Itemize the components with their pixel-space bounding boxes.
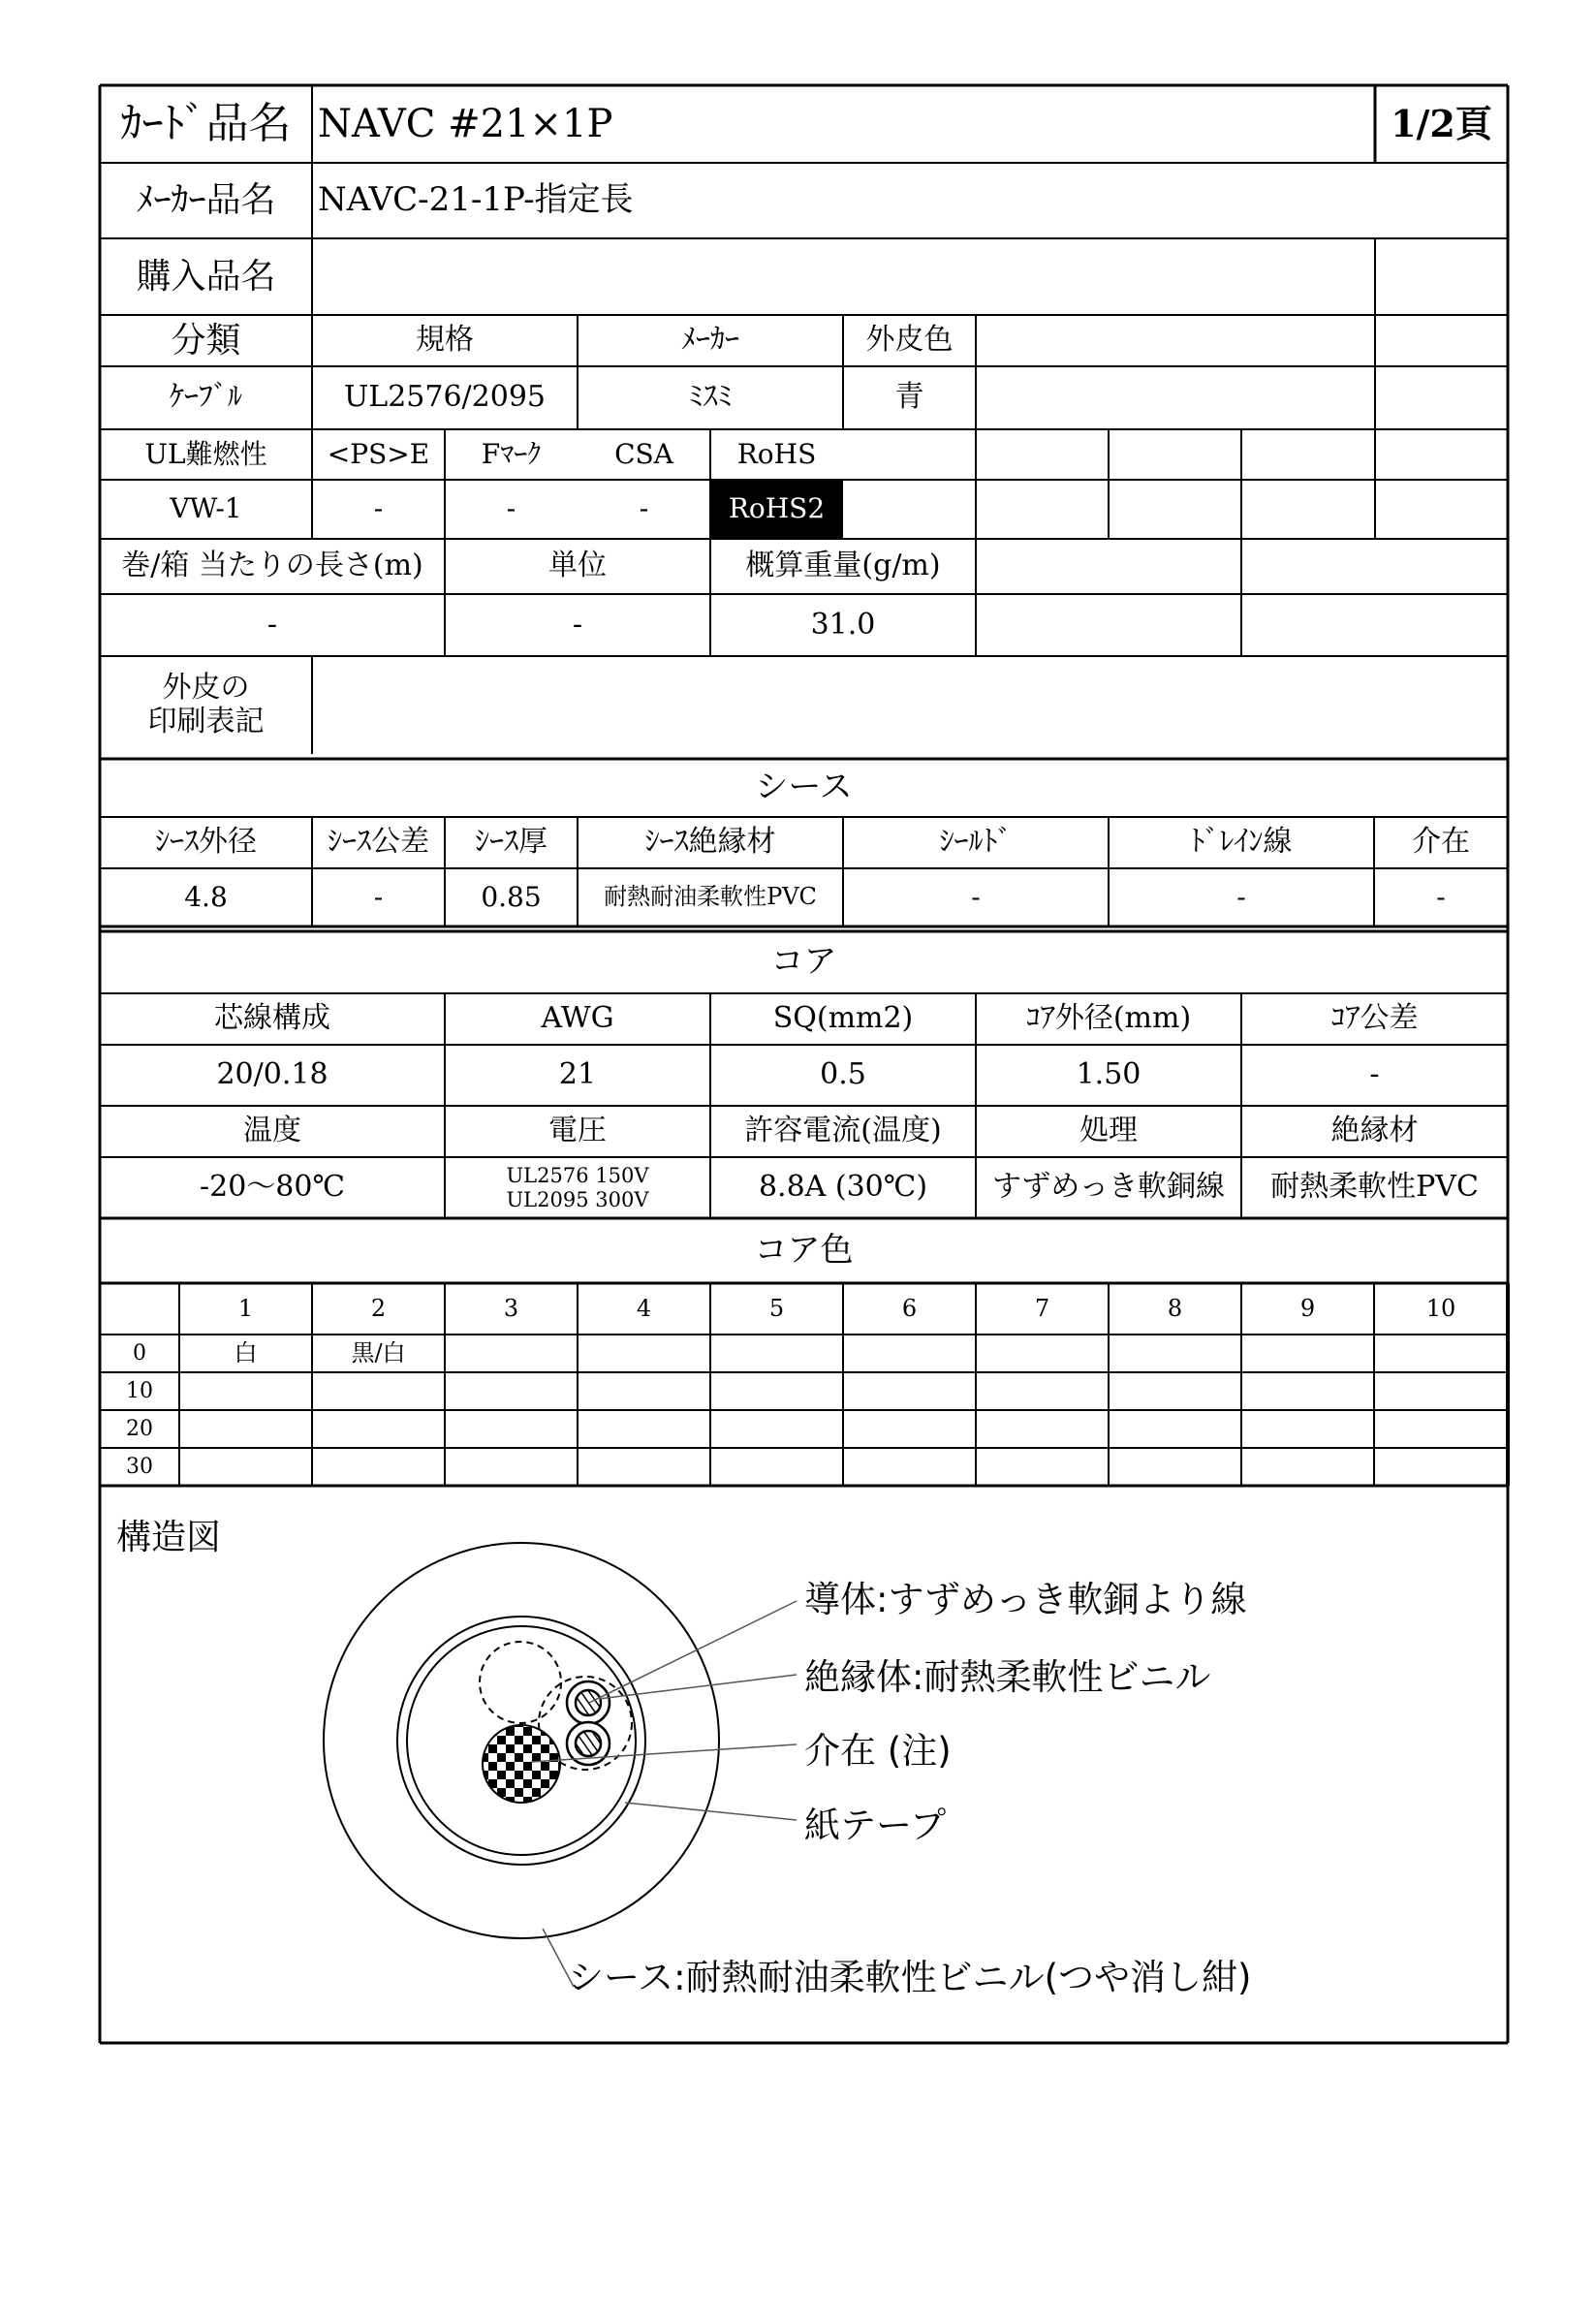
sheath-value: - [1436, 880, 1446, 913]
sheath-title: シース [755, 768, 853, 807]
packaging-header: 巻/箱 当たりの長さ(m) [121, 549, 423, 583]
print-label-line: 印刷表記 [147, 704, 265, 738]
core-color-column-header: 3 [503, 1294, 519, 1322]
core-title: コア [770, 942, 837, 982]
core-voltage-value-line: UL2576 150V [506, 1164, 649, 1188]
sheath-value: 4.8 [184, 880, 228, 913]
core-voltage-value-line: UL2095 300V [506, 1187, 649, 1211]
core-header-2: 許容電流(温度) [744, 1114, 942, 1148]
cert-header: Fﾏｰｸ [481, 437, 542, 470]
packaging-value: - [266, 607, 278, 642]
core-color-column-header: 9 [1299, 1294, 1316, 1322]
core-header: 芯線構成 [214, 1001, 330, 1036]
maker-part-label: ﾒｰｶｰ品名 [136, 180, 276, 221]
cert-value: VW-1 [170, 492, 242, 525]
cert-value: - [506, 492, 516, 525]
sheath-header: ｼｰｽ厚 [475, 825, 547, 860]
classification-value: ｹｰﾌﾞﾙ [170, 380, 242, 415]
core-header-2: 温度 [243, 1114, 301, 1148]
core-header-2: 電圧 [548, 1114, 607, 1148]
core-color-row-label: 10 [126, 1378, 153, 1403]
sheath-header: ｼｰｽ絶縁材 [644, 825, 776, 860]
core-value: 0.5 [820, 1057, 866, 1092]
cert-value: - [373, 492, 384, 525]
core-color-column-header: 2 [370, 1294, 387, 1322]
core-header: AWG [541, 1001, 614, 1036]
core-color-column-header: 4 [636, 1294, 652, 1322]
leader-paper-tape [625, 1803, 797, 1820]
card-name-value: NAVC #21×1P [318, 102, 613, 146]
label-insulation: 絶縁体:耐熱柔軟性ビニル [804, 1656, 1211, 1698]
core-value: 21 [558, 1057, 597, 1092]
label-paper-tape: 紙テープ [804, 1805, 947, 1846]
core-header: SQ(mm2) [772, 1001, 914, 1036]
cert-header: CSA [614, 437, 673, 470]
core-value-2: すずめっき軟銅線 [992, 1170, 1225, 1205]
classification-header: 分類 [171, 320, 241, 361]
core-color-row-label: 0 [133, 1340, 146, 1366]
core-color-cell: 白 [234, 1338, 258, 1366]
core-header-2: 処理 [1079, 1114, 1138, 1148]
cert-value: RoHS2 [710, 480, 843, 539]
purchase-name-label: 購入品名 [136, 256, 276, 297]
core-header-2: 絶縁材 [1330, 1114, 1419, 1148]
cert-header: <PS>E [327, 437, 430, 470]
sheath-header: ﾄﾞﾚｲﾝ線 [1190, 825, 1293, 860]
core-color-column-header: 1 [237, 1294, 254, 1322]
sheath-header: ｼｰｽ外径 [155, 825, 257, 860]
sheath-header: ｼｰｽ公差 [328, 825, 429, 860]
label-conductor: 導体:すずめっき軟銅より線 [804, 1579, 1247, 1620]
classification-value: 青 [894, 380, 924, 415]
filler-checkered [483, 1725, 560, 1803]
core-value: 20/0.18 [216, 1057, 328, 1092]
core-color-column-header: 5 [768, 1294, 785, 1322]
core-color-row-label: 30 [126, 1454, 153, 1479]
packaging-value: - [572, 607, 583, 642]
cert-header: UL難燃性 [144, 437, 267, 470]
classification-value: UL2576/2095 [343, 380, 546, 415]
core-color-row-label: 20 [126, 1416, 153, 1441]
sheath-value: 耐熱耐油柔軟性PVC [604, 883, 817, 911]
core-color-column-header: 6 [901, 1294, 918, 1322]
core-color-column-header: 10 [1425, 1294, 1456, 1322]
structure-title: 構造図 [116, 1518, 222, 1557]
page-indicator: 1/2頁 [1391, 102, 1492, 146]
label-filler: 介在 (注) [804, 1730, 952, 1772]
cert-value: - [639, 492, 649, 525]
classification-header: ﾒｰｶｰ [681, 323, 739, 358]
packaging-header: 概算重量(g/m) [745, 549, 941, 583]
classification-header: 外皮色 [865, 323, 954, 358]
conductor-2 [576, 1731, 601, 1756]
classification-header: 規格 [416, 323, 474, 358]
core-color-column-header: 8 [1167, 1294, 1183, 1322]
core-color-title: コア色 [754, 1230, 854, 1270]
sheath-value: - [1236, 880, 1246, 913]
sheath-value: - [373, 880, 384, 913]
sheath-value: 0.85 [481, 880, 542, 913]
print-label-line: 外皮の [162, 671, 250, 705]
core-color-cell: 黒/白 [351, 1338, 406, 1366]
packaging-header: 単位 [548, 549, 607, 583]
packaging-value: 31.0 [810, 607, 876, 642]
core-value-2: 耐熱柔軟性PVC [1270, 1170, 1479, 1205]
sheath-value: - [971, 880, 981, 913]
core-color-column-header: 7 [1034, 1294, 1050, 1322]
core-header: ｺｱ公差 [1330, 1001, 1419, 1036]
core-value: - [1369, 1057, 1380, 1092]
core-value-2: 8.8A (30℃) [758, 1170, 928, 1205]
maker-part-value: NAVC-21-1P-指定長 [318, 180, 634, 220]
sheath-header: 介在 [1412, 825, 1470, 860]
core-value-2: -20～80℃ [199, 1170, 346, 1205]
core-header: ｺｱ外径(mm) [1025, 1001, 1192, 1036]
sheath-header: ｼｰﾙﾄﾞ [939, 825, 1013, 860]
card-name-label: ｶｰﾄﾞ品名 [120, 98, 292, 148]
classification-value: ﾐｽﾐ [688, 380, 733, 415]
conductor-1 [576, 1690, 601, 1715]
cert-header: RoHS [736, 437, 817, 470]
label-sheath: シース:耐熱耐油柔軟性ビニル(つや消し紺) [568, 1957, 1252, 1998]
filler-dashed-circle [480, 1642, 561, 1723]
core-value: 1.50 [1076, 1057, 1142, 1092]
